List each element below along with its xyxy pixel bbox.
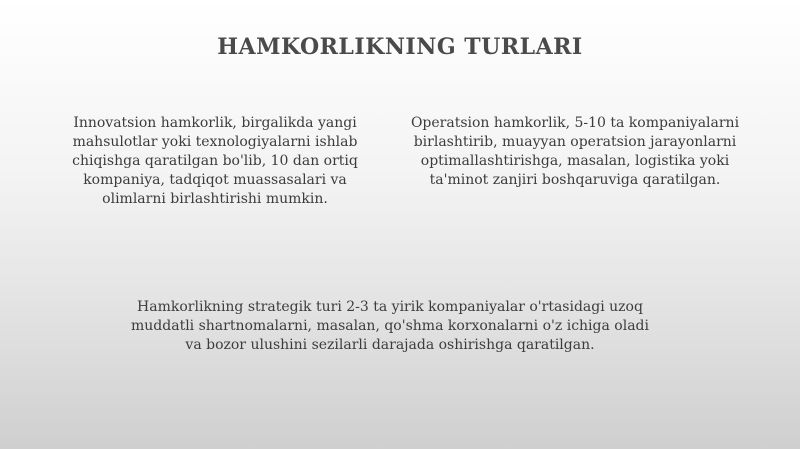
strategic-partnership-paragraph: Hamkorlikning strategik turi 2-3 ta yirik kompaniyalar o'rtasidagi uzoq muddatli shartnomalarni, masalan, qo'shma korxonalarni o'z ichiga oladi va bozor ulushini sezilarli darajada oshirishga qaratilgan. xyxy=(131,299,649,353)
slide-title: HAMKORLIKNING TURLARI xyxy=(217,34,583,60)
innovation-partnership-paragraph: Innovatsion hamkorlik, birgalikda yangi mahsulotlar yoki texnologiyalarni ishlab chiqishga qaratilgan bo'lib, 10 dan ortiq kompaniya, tadqiqot muassasalari va olimlarni birlashtirishi mumkin. xyxy=(72,115,358,207)
operational-partnership-paragraph: Operatsion hamkorlik, 5-10 ta kompaniyalarni birlashtirib, muayyan operatsion jarayonlarni optimallashtirishga, masalan, logistika yoki ta'minot zanjiri boshqaruviga qaratilgan. xyxy=(410,115,740,188)
